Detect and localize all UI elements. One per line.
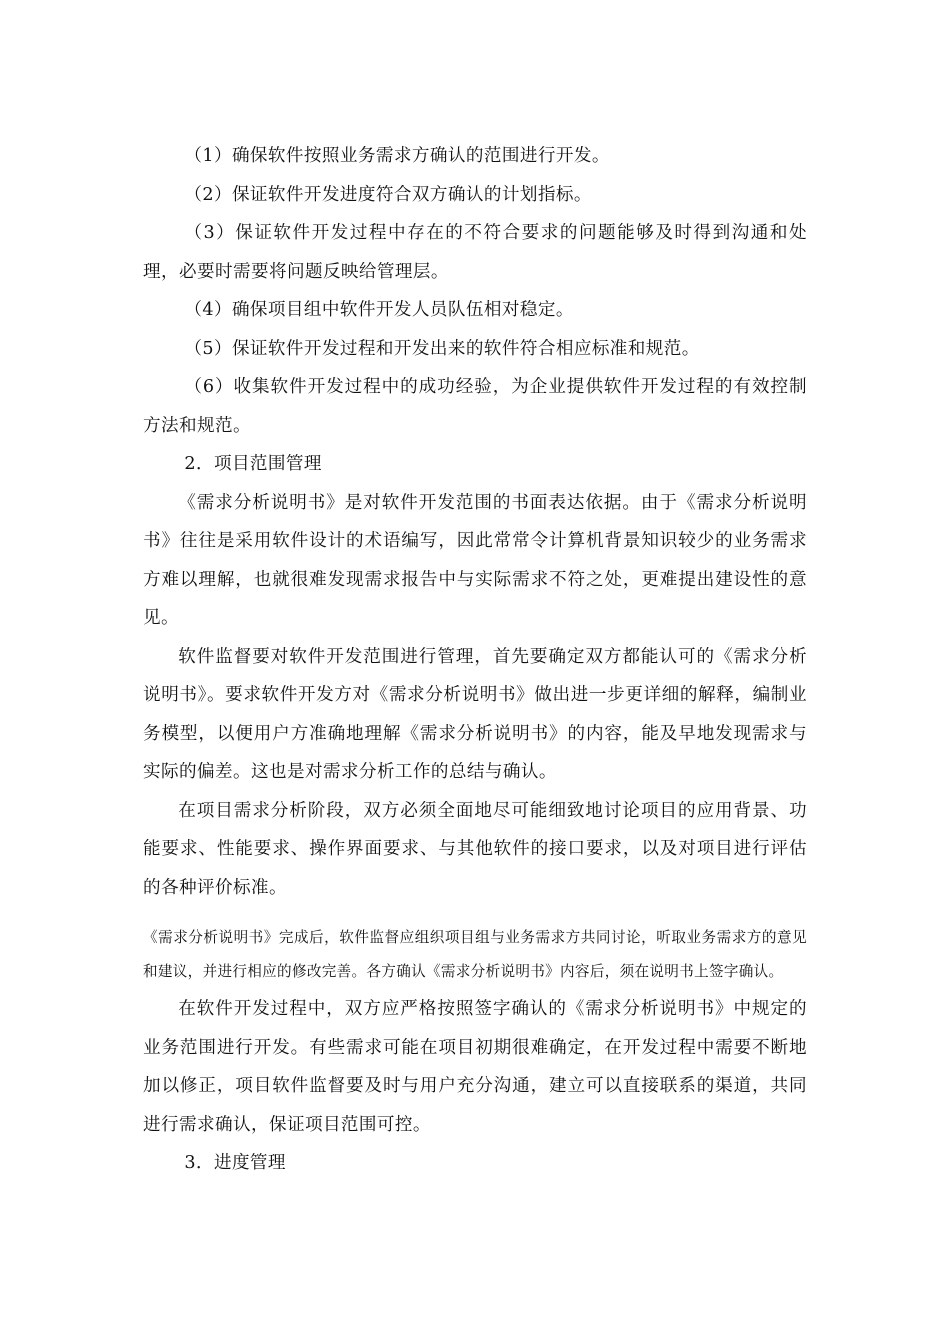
list-item-1: （1）确保软件按照业务需求方确认的范围进行开发。 [184,146,610,166]
section-heading-schedule: 3．进度管理 [184,1153,286,1173]
body-paragraph: 软件监督要对软件开发范围进行管理，首先要确定双方都能认可的《需求分析说明书》。要求软件开发方对《需求分析说明书》做出进一步更详细的解释，编制业务模型，以便用户方准确地理解《需求分析说明书》的内容，能及早地发现需求与实际的偏差。这也是对需求分析工作的总结与确认。 [143,646,807,782]
body-paragraph: 在软件开发过程中，双方应严格按照签字确认的《需求分析说明书》中规定的业务范围进行开发。有些需求可能在项目初期很难确定，在开发过程中需要不断地加以修正，项目软件监督要及时与用户充分沟通，建立可以直接联系的渠道，共同进行需求确认，保证项目范围可控。 [143,999,807,1135]
list-item-6: （6）收集软件开发过程中的成功经验，为企业提供软件开发过程的有效控制方法和规范。 [143,377,807,436]
body-paragraph-small: 《需求分析说明书》完成后，软件监督应组织项目组与业务需求方共同讨论，听取业务需求方的意见和建议，并进行相应的修改完善。各方确认《需求分析说明书》内容后，须在说明书上签字确认。 [143,929,807,980]
document-page [143,137,807,1183]
body-paragraph: 在项目需求分析阶段，双方必须全面地尽可能细致地讨论项目的应用背景、功能要求、性能要求、操作界面要求、与其他软件的接口要求，以及对项目进行评估的各种评价标准。 [143,800,807,898]
section-heading-scope: 2．项目范围管理 [184,454,322,474]
list-item-3: （3）保证软件开发过程中存在的不符合要求的问题能够及时得到沟通和处理，必要时需要将问题反映给管理层。 [143,223,807,282]
body-paragraph: 《需求分析说明书》是对软件开发范围的书面表达依据。由于《需求分析说明书》往往是采用软件设计的术语编写，因此常常令计算机背景知识较少的业务需求方难以理解，也就很难发现需求报告中与实际需求不符之处，更难提出建设性的意见。 [143,492,807,628]
list-item-2: （2）保证软件开发进度符合双方确认的计划指标。 [184,184,592,205]
list-item-4: （4）确保项目组中软件开发人员队伍相对稳定。 [184,300,574,320]
list-item-5: （5）保证软件开发过程和开发出来的软件符合相应标准和规范。 [184,338,700,359]
